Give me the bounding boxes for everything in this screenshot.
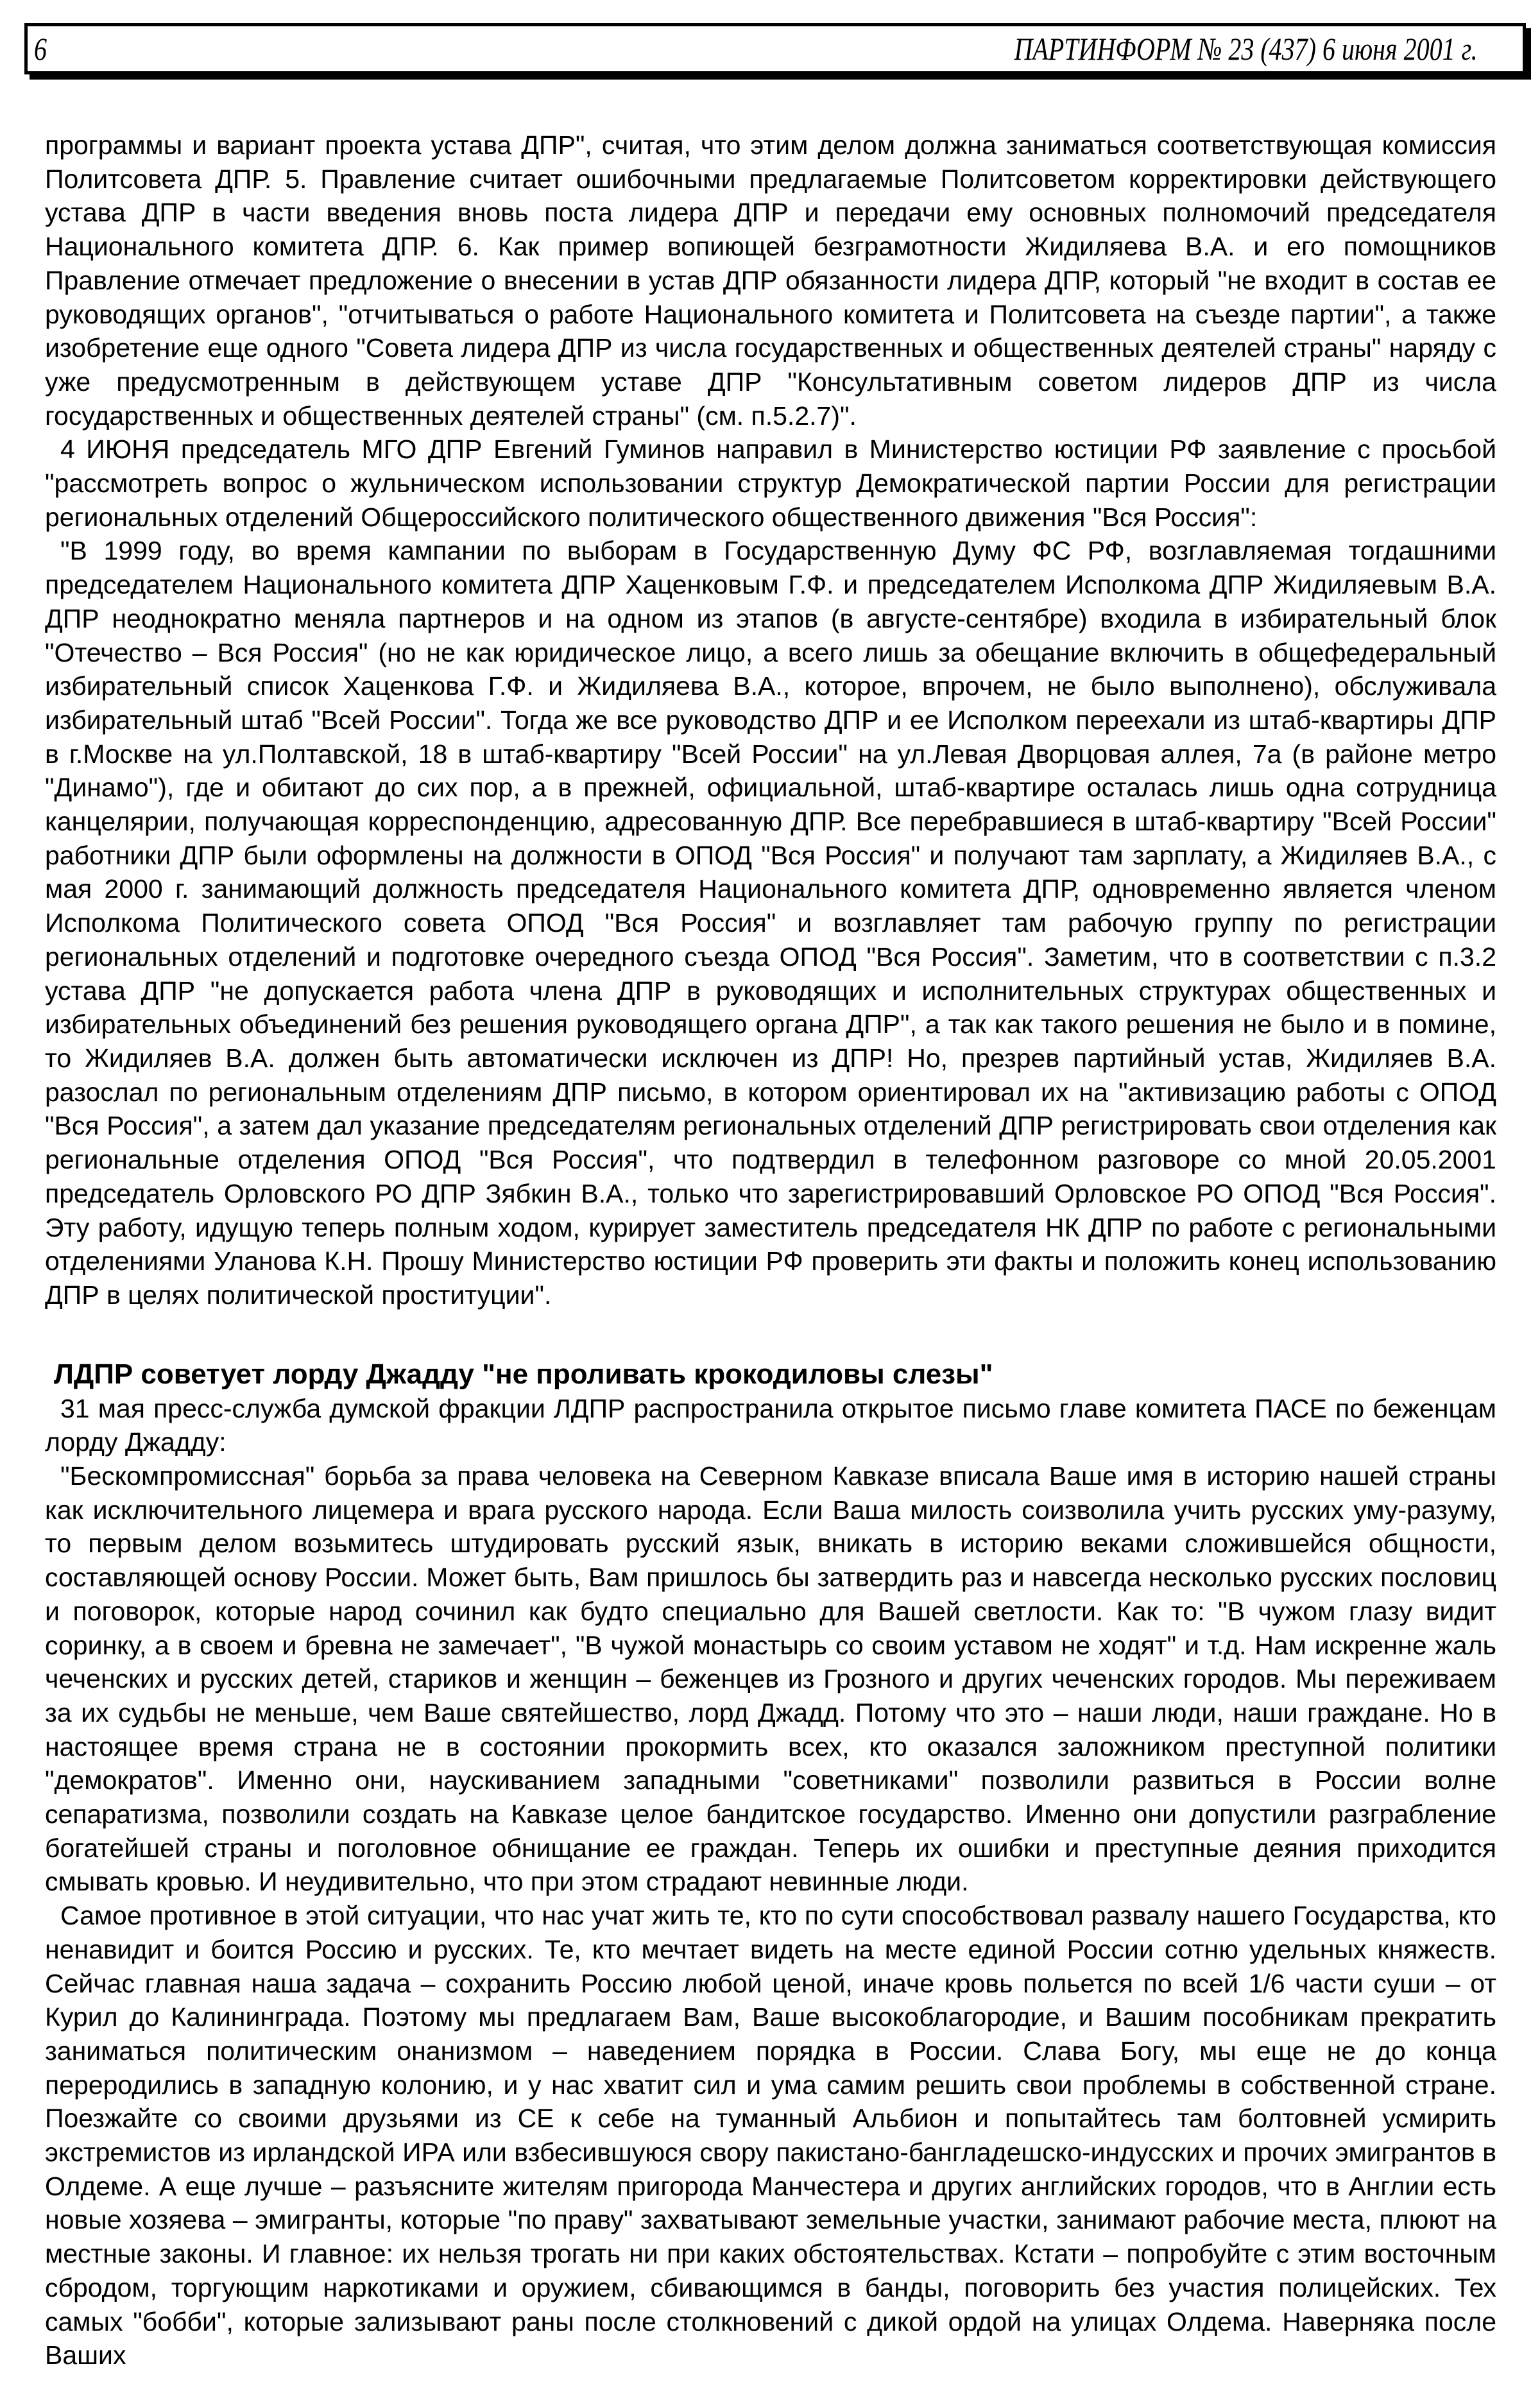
article2-paragraph: "Бескомпромиссная" борьба за права человека на Северном Кавказе вписала Ваше имя в историю нашей страны как исключительного лицемера и врага русского народа. Если Ваша милость соизволила учить русских уму-разуму, то первым делом возьмитесь штудировать русский язык, вникать в историю веками сложившейся общности, составляющей основу России. Может быть, Вам пришлось бы затвердить раз и навсегда несколько русских пословиц и поговорок, которые народ сочинил как будто специально для Вашей светлости. Как то: "В чужом глазу видит соринку, а в своем и бревна не замечает", "В чужой монастырь со своим уставом не ходят" и т.д. Нам искренне жаль чеченских и русских детей, стариков и женщин – беженцев из Грозного и других чеченских городов. Мы переживаем за их судьбы не меньше, чем Ваше святейшество, лорд Джадд. Потому что это – наши люди, наши граждане. Но в настоящее время страна не в состоянии прокормить всех, кто оказался заложником преступной политики "демократов". Именно они, наускиванием западными "советниками" позволили развиться в России волне сепаратизма, позволили создать на Кавказе целое бандитское государство. Именно они допустили разграбление богатейшей страны и поголовное обнищание ее граждан. Теперь их ошибки и преступные деяния приходится смывать кровью. И неудивительно, что при этом страдают невинные люди. xyxy=(45,1461,1496,1897)
page-body xyxy=(45,128,1496,2372)
page-header xyxy=(24,23,1526,74)
article2-title: ЛДПР советует лорду Джадду "не проливать крокодиловы слезы" xyxy=(54,1358,993,1390)
article1-paragraph: 4 ИЮНЯ председатель МГО ДПР Евгений Гуминов направил в Министерство юстиции РФ заявление с просьбой "рассмотреть вопрос о жульническом использовании структур Демократической партии России для регистрации региональных отделений Общероссийского политического общественного движения "Вся Россия": xyxy=(45,434,1496,532)
page-number: 6 xyxy=(34,31,47,67)
article2-paragraph: Самое противное в этой ситуации, что нас учат жить те, кто по сути способствовал развалу нашего Государства, кто ненавидит и боится Россию и русских. Те, кто мечтает видеть на месте единой России сотню удельных княжеств. Сейчас главная наша задача – сохранить Россию любой ценой, иначе кровь польется по всей 1/6 части суши – от Курил до Калининграда. Поэтому мы предлагаем Вам, Ваше высокоблагородие, и Вашим пособникам прекратить заниматься политическим онанизмом – наведением порядка в России. Слава Богу, мы еще не до конца переродились в западную колонию, и у нас хватит сил и ума самим решить свои проблемы в собственной стране. Поезжайте со своими друзьями из СЕ к себе на туманный Альбион и попытайтесь там болтовней усмирить экстремистов из ирландской ИРА или взбесившуюся свору пакистано-бангладешско-индусских и прочих эмигрантов в Олдеме. А еще лучше – разъясните жителям пригорода Манчестера и других английских городов, что в Англии есть новые хозяева – эмигранты, которые "по праву" захватывают земельные участки, занимают рабочие места, плюют на местные законы. И главное: их нельзя трогать ни при каких обстоятельствах. Кстати – попробуйте с этим восточным сбродом, торгующим наркотиками и оружием, сбивающимся в банды, поговорить без участия полицейских. Тех самых "бобби", которые зализывают раны после столкновений с дикой ордой на улицах Олдема. Наверняка после Ваших xyxy=(45,1901,1496,2370)
publication-title: ПАРТИНФОРМ № 23 (437) 6 июня 2001 г. xyxy=(1014,31,1478,67)
article1-paragraph: программы и вариант проекта устава ДПР", считая, что этим делом должна заниматься соответствующая комиссия Политсовета ДПР. 5. Правление считает ошибочными предлагаемые Политсоветом корректировки действующего устава ДПР в части введения вновь поста лидера ДПР и передачи ему основных полномочий председателя Национального комитета ДПР. 6. Как пример вопиющей безграмотности Жидиляева В.А. и его помощников Правление отмечает предложение о внесении в устав ДПР обязанности лидера ДПР, который "не входит в состав ее руководящих органов", "отчитываться о работе Национального комитета и Политсовета на съезде партии", а также изобретение еще одного "Совета лидера ДПР из числа государственных и общественных деятелей страны" наряду с уже предусмотренным в действующем уставе ДПР "Консультативным советом лидеров ДПР из числа государственных и общественных деятелей страны" (см. п.5.2.7)". xyxy=(45,130,1496,431)
article2-paragraph: 31 мая пресс-служба думской фракции ЛДПР распространила открытое письмо главе комитета ПАСЕ по беженцам лорду Джадду: xyxy=(45,1393,1496,1457)
article1-paragraph: "В 1999 году, во время кампании по выборам в Государственную Думу ФС РФ, возглавляемая тогдашними председателем Национального комитета ДПР Хаценковым Г.Ф. и председателем Исполкома ДПР Жидиляевым В.А. ДПР неоднократно меняла партнеров и на одном из этапов (в августе-сентябре) входила в избирательный блок "Отечество – Вся Россия" (но не как юридическое лицо, а всего лишь за обещание включить в общефедеральный избирательный список Хаценкова Г.Ф. и Жидиляева В.А., которое, впрочем, не было выполнено), обслуживала избирательный штаб "Всей России". Тогда же все руководство ДПР и ее Исполком переехали из штаб-квартиры ДПР в г.Москве на ул.Полтавской, 18 в штаб-квартиру "Всей России" на ул.Левая Дворцовая аллея, 7а (в районе метро "Динамо"), где и обитают до сих пор, а в прежней, официальной, штаб-квартире осталась лишь одна сотрудница канцелярии, получающая корреспонденцию, адресованную ДПР. Все перебравшиеся в штаб-квартиру "Всей России" работники ДПР были оформлены на должности в ОПОД "Вся Россия" и получают там зарплату, а Жидиляев В.А., с мая 2000 г. занимающий должность председателя Национального комитета ДПР, одновременно является членом Исполкома Политического совета ОПОД "Вся Россия" и возглавляет там рабочую группу по регистрации региональных отделений и подготовке очередного съезда ОПОД "Вся Россия". Заметим, что в соответствии с п.3.2 устава ДПР "не допускается работа члена ДПР в руководящих и исполнительных структурах общественных и избирательных объединений без решения руководящего органа ДПР", а так как такого решения не было и в помине, то Жидиляев В.А. должен быть автоматически исключен из ДПР! Но, презрев партийный устав, Жидиляев В.А. разослал по региональным отделениям ДПР письмо, в котором ориентировал их на "активизацию работы с ОПОД "Вся Россия", а затем дал указание председателям региональных отделений ДПР регистрировать свои отделения как региональные отделения ОПОД "Вся Россия", что подтвердил в телефонном разговоре со мной 20.05.2001 председатель Орловского РО ДПР Зябкин В.А., только что зарегистрировавший Орловское РО ОПОД "Вся Россия". Эту работу, идущую теперь полным ходом, курирует заместитель председателя НК ДПР по работе с региональными отделениями Уланова К.Н. Прошу Министерство юстиции РФ проверить эти факты и положить конец использованию ДПР в целях политической проституции". xyxy=(45,536,1496,1310)
